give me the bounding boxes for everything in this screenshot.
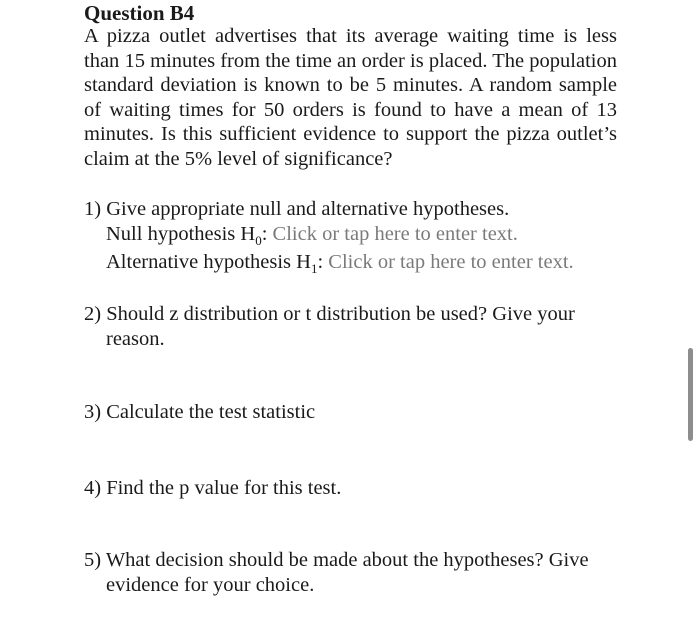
null-hypothesis-input[interactable]: Click or tap here to enter text.: [272, 223, 518, 245]
part-5-prompt-continued: evidence for your choice.: [106, 574, 315, 596]
part-5-prompt: 5) What decision should be made about the hypotheses? Give: [84, 549, 589, 571]
alt-hypothesis-label: Alternative hypothesis H: [106, 251, 311, 273]
null-hypothesis-label: Null hypothesis H: [106, 223, 256, 245]
alt-hypothesis-colon: :: [317, 251, 324, 273]
part-3-prompt: 3) Calculate the test statistic: [84, 401, 316, 423]
null-hypothesis-colon: :: [261, 223, 268, 245]
null-hypothesis-subscript: 0: [255, 233, 262, 249]
part-2-prompt-continued: reason.: [106, 328, 165, 350]
alt-hypothesis-input[interactable]: Click or tap here to enter text.: [328, 251, 574, 273]
part-1-prompt: 1) Give appropriate null and alternative hypotheses.: [84, 198, 510, 220]
vertical-scrollbar[interactable]: [688, 348, 693, 441]
part-2-prompt: 2) Should z distribution or t distribution be used? Give your: [84, 303, 575, 325]
alt-hypothesis-line: [106, 250, 574, 281]
alt-hypothesis-subscript: 1: [310, 261, 318, 277]
part-4-prompt: 4) Find the p value for this test.: [84, 477, 342, 499]
null-hypothesis-line: [106, 222, 518, 253]
question-title: Question B4: [84, 1, 195, 25]
question-body: A pizza outlet advertises that its average waiting time is less than 15 minutes from the time an order is placed. The population standard deviation is known to be 5 minutes. A random sample of waiting times for 50 orders is found to have a mean of 13 minutes. Is this sufficient evidence to support the pizza outlet’s claim at the 5% level of significance?: [84, 25, 617, 170]
